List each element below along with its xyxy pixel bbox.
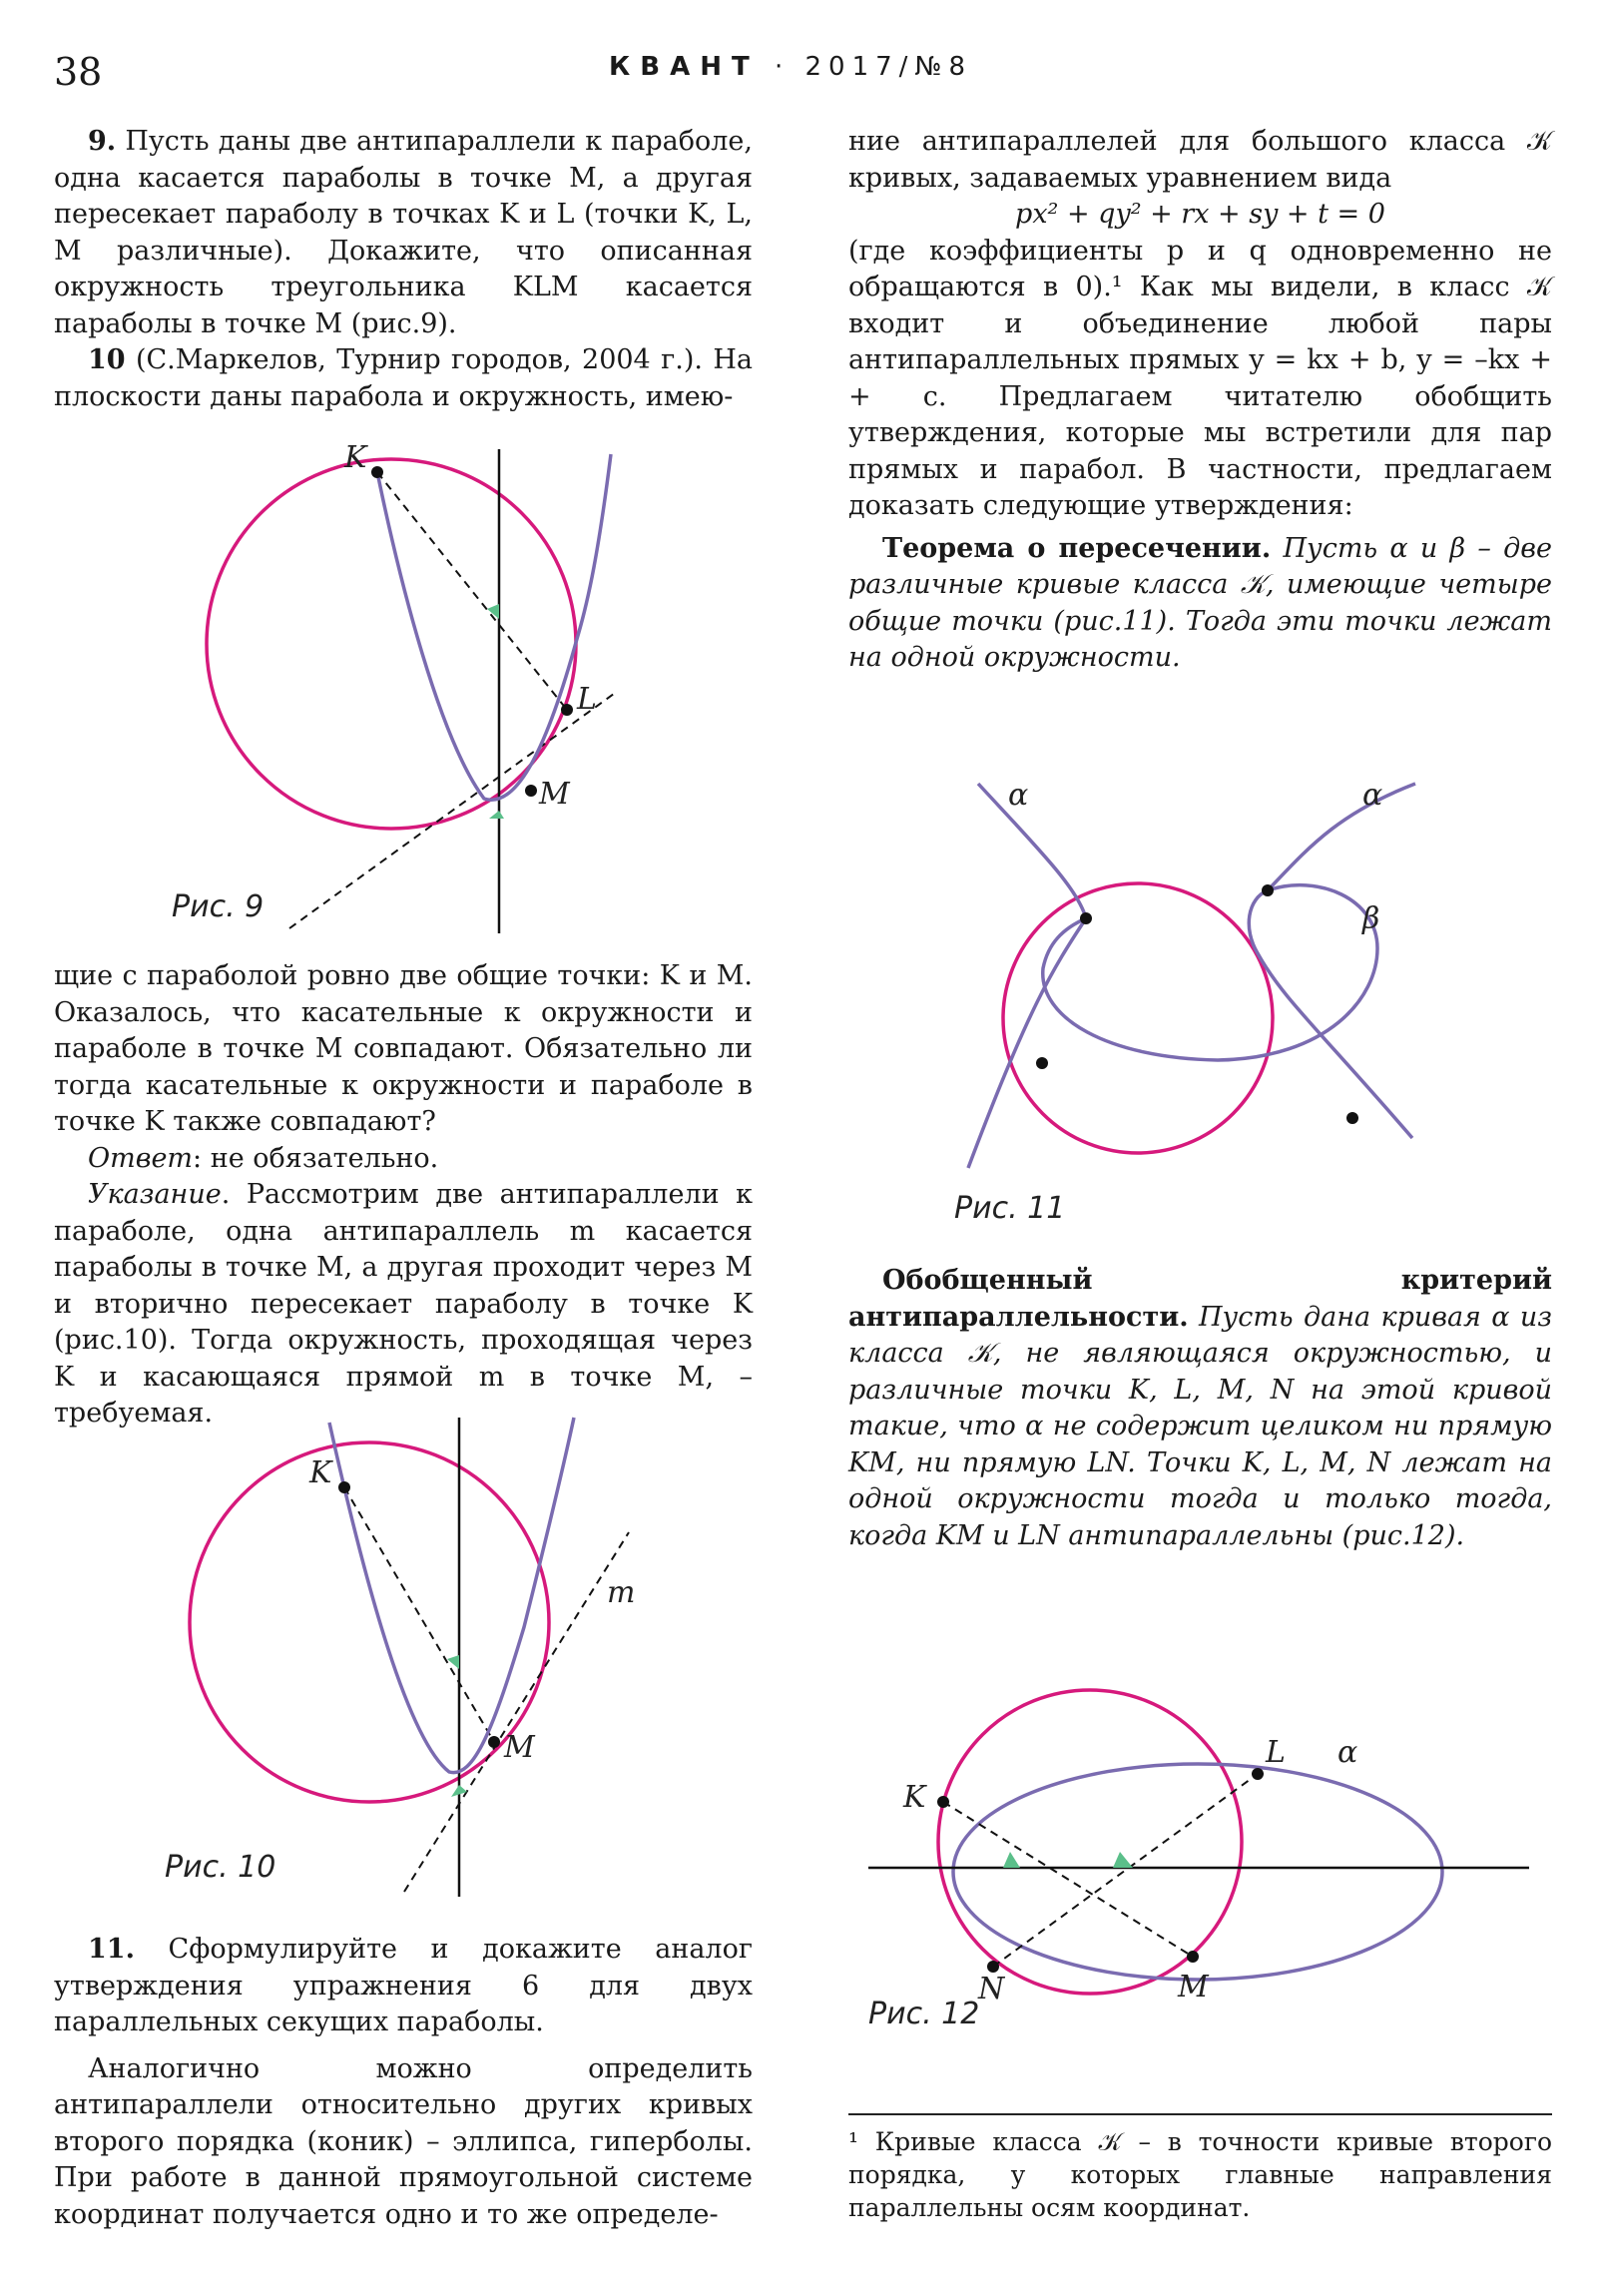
fig10-label-k: K: [309, 1455, 332, 1490]
fig12-label-m: M: [1178, 1970, 1209, 2005]
journal-name: КВАНТ: [609, 52, 760, 82]
figure-11: [938, 769, 1457, 1238]
left-column-middle: [54, 958, 753, 1433]
right-column-top: [848, 124, 1552, 677]
exercise-11: 11. Сформулируйте и докажите аналог утверждения упражнения 6 для двух параллельных секущих параболы.: [54, 1934, 753, 2037]
left-column-top: [54, 124, 753, 415]
fig11-label-beta: β: [1362, 901, 1380, 936]
theorem-criterion: Обобщенный критерий антипараллельности. Пусть дана кривая α из класса 𝒦, не являющаяся окружностью, и различные точки K, L, M, N на этой кривой такие, что α не содержит целиком ни прямую KM, ни прямую LN. Точки K, L, M, N лежат на одной окружности тогда и только тогда, когда KM и LN антипараллельны (рис.12).: [848, 1265, 1552, 1551]
footnote: ¹ Кривые класса 𝒦 – в точности кривые второго порядка, у которых главные направления параллельны осям координат.: [848, 2113, 1552, 2224]
figure-9: [150, 439, 669, 948]
theorem-intersection: Теорема о пересечении. Пусть α и β – две различные кривые класса 𝒦, имеющие четыре общие точки (рис.11). Тогда эти точки лежат на одной окружности.: [848, 532, 1552, 673]
fig9-label-k: K: [344, 440, 367, 475]
fig9-label-l: L: [577, 682, 597, 717]
fig10-label-m-line: m: [607, 1575, 636, 1610]
equation: px² + qy² + rx + sy + t = 0: [1015, 199, 1385, 230]
fig12-label-alpha: α: [1337, 1735, 1358, 1770]
fig12-caption: Рис. 12: [868, 1997, 980, 2031]
fig11-label-alpha-right: α: [1362, 778, 1383, 813]
paragraph-coefficients: (где коэффициенты p и q одновременно не обращаются в 0).¹ Как мы видели, в класс 𝒦 входит и объединение любой пары антипараллельных прямых y = kx + b, y = –kx + + c. Предлагаем читателю обобщить утверждения, которые мы встретили для пар прямых и парабол. В частности, предлагаем доказать следующие утверждения:: [848, 235, 1552, 521]
paragraph-antiparallels: Аналогично можно определить антипараллели относительно других кривых второго порядка (коник) – эллипса, гиперболы. При работе в данной прямоугольной системе координат получается одно и то же определе-: [54, 2052, 753, 2230]
left-column-bottom: [54, 1932, 753, 2233]
exercise-10-cont: щие с параболой ровно две общие точки: K и M. Оказалось, что касательные к окружности и параболе в точке M совпадают. Обязательно ли тогда касательные к окружности и параболе в точке K также совпадают?: [54, 960, 753, 1137]
fig11-label-alpha-left: α: [1008, 778, 1029, 813]
fig9-label-m: M: [539, 777, 570, 812]
fig10-label-m: M: [504, 1730, 535, 1765]
issue-number: · 2017/№8: [774, 52, 972, 82]
exercise-10: 10 (С.Маркелов, Турнир городов, 2004 г.). На плоскости даны парабола и окружность, имею-: [54, 344, 753, 412]
answer: Ответ: не обязательно.: [88, 1142, 439, 1174]
figure-10: [150, 1408, 669, 1907]
right-column-middle: [848, 1263, 1552, 1554]
fig10-caption: Рис. 10: [165, 1850, 276, 1885]
exercise-9: 9. Пусть даны две антипараллели к параболе, одна касается параболы в точке M, а другая пересекает параболу в точках K и L (точки K, L, M различные). Докажите, что описанная окружность треугольника KLM касается параболы в точке M (рис.9).: [54, 126, 753, 339]
paragraph-class-k: ние антипараллелей для большого класса 𝒦 кривых, задаваемых уравнением вида: [848, 126, 1552, 194]
hint: Указание. Рассмотрим две антипараллели к параболе, одна антипараллель m касается параболы в точке M, а другая проходит через M и вторично пересекает параболу в точке K (рис.10). Тогда окружность, проходящая через K и касающаяся прямой m в точке M, – требуемая.: [54, 1179, 753, 1429]
fig9-caption: Рис. 9: [172, 889, 265, 924]
fig12-label-l: L: [1266, 1735, 1286, 1770]
page-number: 38: [54, 50, 103, 94]
fig11-caption: Рис. 11: [954, 1191, 1066, 1226]
journal-header: [609, 52, 972, 82]
fig12-label-n: N: [978, 1972, 1005, 2007]
fig12-label-k: K: [903, 1780, 926, 1815]
figure-12: [858, 1662, 1557, 2051]
